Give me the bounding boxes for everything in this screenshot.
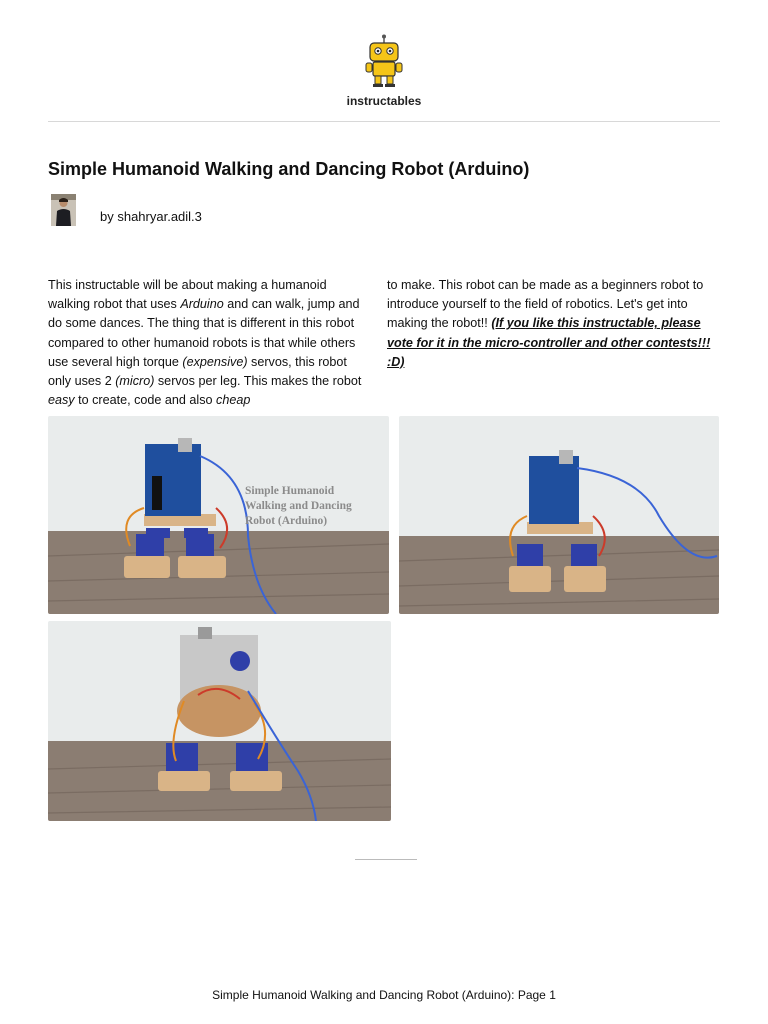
- site-brand[interactable]: instructables: [346, 94, 422, 108]
- author-byline[interactable]: by shahryar.adil.3: [100, 209, 202, 224]
- section-divider: [355, 859, 417, 860]
- intro-paragraph-left: This instructable will be about making a humanoid walking robot that uses Arduino and can walk, jump and do some dances. The thing that is different in this robot compared to other humanoid robots is that while others use several high torque (expensive) servos, this robot only uses 2 (micro) servos per leg. This makes the robot easy to create, code and also cheap: [48, 278, 362, 408]
- vote-link[interactable]: (If you like this instructable, please vote for it in the micro-controller and other contests!!! :D): [387, 316, 711, 369]
- robot-photo-back[interactable]: [48, 621, 391, 821]
- photo-caption-line-3: Robot (Arduino): [245, 515, 328, 527]
- intro-paragraph-right: to make. This robot can be made as a beginners robot to introduce yourself to the field of robotics. Let's get into making the robot!! (If you like this instructable, please vote for it in the micro-controller and other contests!!! :D): [387, 278, 711, 369]
- page-title: Simple Humanoid Walking and Dancing Robot (Arduino): [48, 159, 530, 179]
- robot-photo-front[interactable]: [48, 416, 389, 614]
- robot-photo-side[interactable]: [399, 416, 719, 614]
- photo-caption-line-1: Simple Humanoid: [245, 485, 335, 497]
- header-divider: [48, 121, 720, 122]
- robot-mascot-icon[interactable]: [362, 34, 406, 88]
- avatar[interactable]: [51, 194, 76, 226]
- page-footer: Simple Humanoid Walking and Dancing Robot (Arduino): Page 1: [212, 988, 556, 1002]
- photo-caption-line-2: Walking and Dancing: [245, 500, 352, 512]
